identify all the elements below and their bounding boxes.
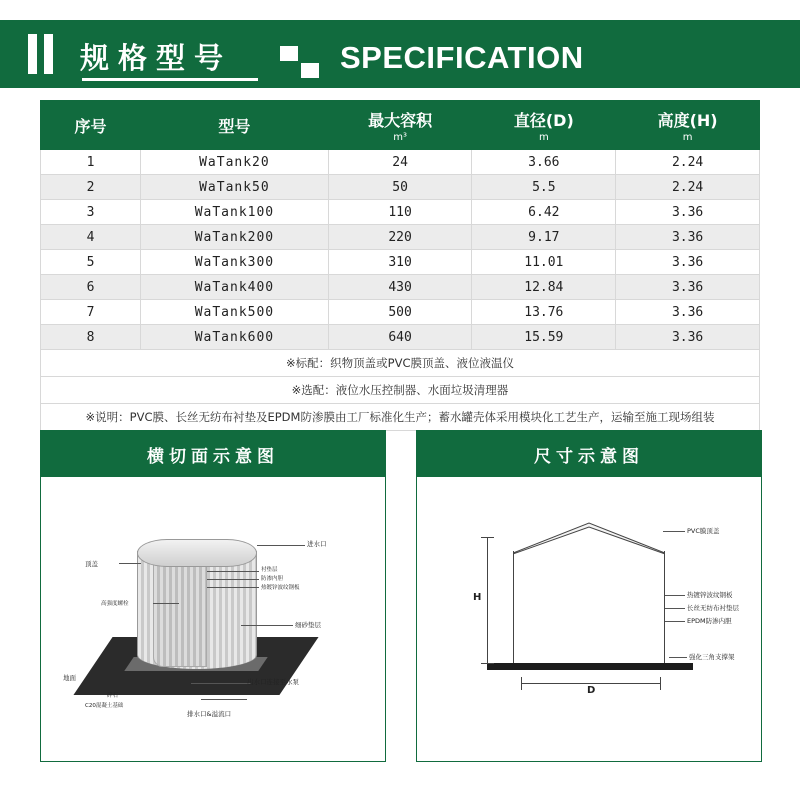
- cell-model: WaTank300: [141, 250, 329, 275]
- table-row: [41, 275, 760, 300]
- diameter-symbol: D: [587, 685, 596, 696]
- leader-line: [207, 587, 259, 588]
- cell-model: WaTank50: [141, 175, 329, 200]
- label-concrete-foundation: C20混凝土基础: [85, 703, 124, 709]
- label-inlet: 进水口: [307, 540, 327, 548]
- cell-no: 6: [41, 275, 141, 300]
- checker-squares-icon: [280, 46, 324, 80]
- column-header-diameter-unit: m: [538, 131, 549, 143]
- page-title-cn: 规格型号: [80, 41, 233, 75]
- tank-top-cover-shape: [137, 539, 257, 567]
- label-galvanized-steel-plate: 热镀锌波纹钢板: [687, 591, 733, 599]
- page-header: [0, 20, 800, 88]
- column-header-diameter: [472, 101, 616, 150]
- title-underline: [82, 78, 258, 81]
- cell-capacity: 220: [328, 225, 472, 250]
- cell-height: 2.24: [616, 150, 760, 175]
- leader-line: [207, 571, 259, 572]
- leader-line: [201, 699, 247, 700]
- note-optional: ※选配：液位水压控制器、水面垃圾清理器: [41, 377, 760, 404]
- leader-line: [153, 603, 179, 604]
- cell-diameter: 13.76: [472, 300, 616, 325]
- dimension-tick: [481, 537, 494, 538]
- dimension-tick: [521, 677, 522, 690]
- diameter-dimension-line: [521, 683, 661, 684]
- cell-no: 8: [41, 325, 141, 350]
- cell-model: WaTank100: [141, 200, 329, 225]
- label-impermeable-bladder: 防渗内胆: [261, 576, 284, 582]
- label-fabric-liner: 长丝无纺布衬垫层: [687, 604, 739, 612]
- leader-line: [669, 657, 687, 658]
- panel-dimension-title: 尺寸示意图: [417, 431, 761, 477]
- column-header-height: [616, 101, 760, 150]
- table-row: [41, 150, 760, 175]
- cell-model: WaTank600: [141, 325, 329, 350]
- cell-diameter: 11.01: [472, 250, 616, 275]
- table-note-row: [41, 350, 760, 377]
- table-row: [41, 225, 760, 250]
- dimension-tick: [481, 663, 494, 664]
- panel-cross-section-body: [41, 477, 385, 760]
- cell-height: 3.36: [616, 250, 760, 275]
- cell-capacity: 310: [328, 250, 472, 275]
- tank-inner-liner-shape: [153, 555, 207, 667]
- column-header-model: [141, 101, 329, 150]
- label-gravel: 碎石: [107, 693, 119, 699]
- page-title-en: SPECIFICATION: [340, 40, 584, 75]
- cell-capacity: 110: [328, 200, 472, 225]
- leader-line: [665, 621, 685, 622]
- table-row: [41, 175, 760, 200]
- cell-model: WaTank400: [141, 275, 329, 300]
- cell-no: 5: [41, 250, 141, 275]
- table-header: [41, 101, 760, 150]
- cell-capacity: 50: [328, 175, 472, 200]
- wall-left-shape: [513, 551, 514, 663]
- table-row: [41, 250, 760, 275]
- wall-right-shape: [664, 551, 665, 663]
- note-description: ※说明：PVC膜、长丝无纺布衬垫及EPDM防渗膜由工厂标准化生产；蓄水罐壳体采用模块化工艺生产，运输至施工现场组装: [41, 404, 760, 431]
- column-header-no-label: 序号: [74, 116, 107, 136]
- cell-no: 1: [41, 150, 141, 175]
- leader-line: [665, 595, 685, 596]
- label-pvc-roof: PVC膜顶盖: [687, 527, 720, 535]
- table-body: [41, 150, 760, 431]
- leader-line: [241, 625, 293, 626]
- cell-no: 3: [41, 200, 141, 225]
- cell-height: 3.36: [616, 300, 760, 325]
- column-header-capacity-label: 最大容积: [368, 110, 433, 130]
- leader-line: [665, 608, 685, 609]
- column-header-no: [41, 101, 141, 150]
- cell-diameter: 12.84: [472, 275, 616, 300]
- cell-capacity: 24: [328, 150, 472, 175]
- cell-height: 3.36: [616, 225, 760, 250]
- base-slab-shape: [487, 663, 693, 670]
- table-note-row: [41, 404, 760, 431]
- label-galvanized-steel: 热镀锌波纹钢板: [261, 585, 300, 591]
- height-dimension-line: [487, 537, 488, 663]
- cell-height: 3.36: [616, 200, 760, 225]
- cell-diameter: 3.66: [472, 150, 616, 175]
- column-header-height-unit: m: [682, 131, 693, 143]
- cell-model: WaTank500: [141, 300, 329, 325]
- label-support-frame: 强化三角支撑架: [689, 653, 735, 661]
- cell-height: 3.36: [616, 275, 760, 300]
- label-top-cover: 顶盖: [85, 560, 98, 568]
- cell-diameter: 9.17: [472, 225, 616, 250]
- leader-line: [191, 683, 251, 684]
- cell-diameter: 5.5: [472, 175, 616, 200]
- note-standard: ※标配：织物顶盖或PVC膜顶盖、液位液温仪: [41, 350, 760, 377]
- label-epdm-bladder: EPDM防渗内胆: [687, 617, 732, 625]
- label-fine-sand: 细砂垫层: [295, 621, 321, 629]
- cell-diameter: 15.59: [472, 325, 616, 350]
- label-outlet-to-pump: 出水口连接至水泵: [247, 678, 299, 686]
- table-row: [41, 325, 760, 350]
- label-high-strength-bolt: 高强度螺栓: [101, 601, 129, 607]
- cell-height: 3.36: [616, 325, 760, 350]
- column-header-capacity-unit: m³: [393, 131, 407, 143]
- specification-table: [40, 100, 760, 431]
- column-header-model-label: 型号: [218, 116, 251, 136]
- table-row: [41, 200, 760, 225]
- table-note-row: [41, 377, 760, 404]
- panel-dimension-body: [417, 477, 761, 760]
- panel-cross-section-title: 横切面示意图: [41, 431, 385, 477]
- cell-height: 2.24: [616, 175, 760, 200]
- dimension-tick: [660, 677, 661, 690]
- roof-shape: [513, 521, 665, 555]
- table-header-row: [41, 101, 760, 150]
- height-symbol: H: [473, 592, 482, 603]
- cell-capacity: 500: [328, 300, 472, 325]
- label-ground: 地面: [63, 674, 76, 682]
- cell-no: 4: [41, 225, 141, 250]
- cell-diameter: 6.42: [472, 200, 616, 225]
- cell-capacity: 640: [328, 325, 472, 350]
- leader-line: [663, 531, 685, 532]
- table-row: [41, 300, 760, 325]
- leader-line: [119, 563, 141, 564]
- label-liner-pad: 衬垫层: [261, 567, 278, 573]
- column-header-capacity: [328, 101, 472, 150]
- cell-no: 7: [41, 300, 141, 325]
- column-header-diameter-label: 直径(D): [513, 110, 574, 130]
- leader-line: [207, 579, 259, 580]
- cell-model: WaTank20: [141, 150, 329, 175]
- panel-dimension: [416, 430, 762, 762]
- column-header-height-label: 高度(H): [657, 110, 718, 130]
- label-drain-overflow: 排水口&溢流口: [187, 710, 232, 718]
- cell-no: 2: [41, 175, 141, 200]
- panel-cross-section: [40, 430, 386, 762]
- leader-line: [257, 545, 305, 546]
- header-bars-icon: [28, 34, 53, 74]
- cell-model: WaTank200: [141, 225, 329, 250]
- cell-capacity: 430: [328, 275, 472, 300]
